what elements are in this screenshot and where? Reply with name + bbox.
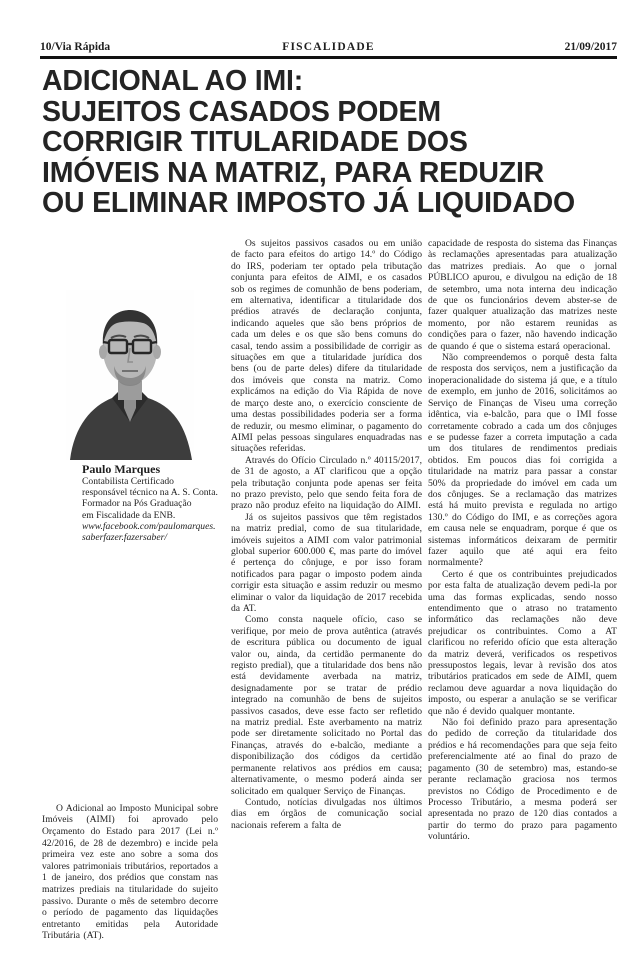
header-section-title: FISCALIDADE: [282, 41, 375, 53]
title-line-4: IMÓVEIS NA MATRIZ, PARA REDUZIR: [42, 156, 545, 189]
author-link-line-1: www.facebook.com/paulomarques.: [82, 520, 216, 532]
article-paragraph: Através do Ofício Circulado n.º 40115/2017, de 31 de agosto, a AT clarificou que a opção pela tributação conjunta pode apenas ser feita no prazo previsto, pelo que sendo feita fora de prazo não produz efeito na liquidação do AIMI.: [231, 454, 422, 512]
article-paragraph: Os sujeitos passivos casados ou em união de facto para efeitos do artigo 14.º do Código do IRS, poderiam ter optado pela tributação conjunta para efeitos de AIMI, e os casados sob os regimes de comunhão de bens poderiam, em alternativa, identificar a titularidade dos prédios através de declaração conjunta, indicando aqueles que são bens próprios de cada um deles e os que são bens comuns do casal, tendo assim a possibilidade de corrigir as situações em que a titularidade jurídica dos bens (ou de parte deles) difere da titularidade dos imóveis que consta na matriz. Como explicámos na edição do Via Rápida de nove de março deste ano, o exercício consciente de uma destas possibilidades poderia ser a forma de reduzir, ou mesmo eliminar, o pagamento do AIMI pelas pessoas singulares enquadradas nas situações referidas.: [231, 238, 422, 455]
article-paragraph: Como consta naquele ofício, caso se verifique, por meio de prova autêntica (através de escritura pública ou documento de igual valor ou, ainda, da certidão permanente do registo predial), que a titularidade dos bens não está devidamente averbada na matriz, designadamente por se tratar de prédio integrado na comunhão de bens de sujeitos passivos casados, deve esse facto ser refletido na matriz predial. Este averbamento na matriz pode ser diretamente solicitado no Portal das Finanças, através do e-balcão, mediante a disponibilização dos códigos da certidão permanente relativos aos prédios em causa; alternativamente, o mesmo poderá ainda ser solicitado em qualquer Serviço de Finanças.: [231, 614, 422, 797]
article-paragraph: Certo é que os contribuintes prejudicados por esta falta de atualização devem pedi-la por uma das formas explicadas, sendo nosso entendimento que o atraso no tratamento informático das reclamações não deve prejudicar os contribuintes. Como a AT clarificou no referido ofício que esta alteração da matriz deverá, verificados os respetivos pressupostos legais, levar à revisão dos atos tributários praticados em sede de AIMI, quem reclamou deve aguardar a nova liquidação do imposto, ou esperar a anulação se se verificar que não é devido qualquer montante.: [428, 568, 617, 717]
title-line-5: OU ELIMINAR IMPOSTO JÁ LIQUIDADO: [42, 187, 576, 220]
header-date: 21/09/2017: [564, 41, 617, 53]
header-rule: [40, 56, 617, 59]
author-photo: [66, 290, 194, 460]
article-paragraph: Não compreendemos o porquê desta falta de resposta dos serviços, nem a justificação da inoperacionalidade do sistema já que, e a título de exemplo, em junho de 2016, solicitámos ao Serviço de Finanças de Viseu uma correção idêntica, via e-balcão, para que o IMI fosse corretamente cobrado a cada um dos cônjuges e se pudesse fazer a correta imputação a cada um dos titulares de rendimentos prediais obtidos. Em poucos dias foi corrigida a titularidade na matriz para passar a constar 50% da propriedade do imóvel em cada um dos cônjuges. Se a reclamação das matrizes está há muito prevista e regulada no artigo 130.º do Código do IMI, e as correções agora em causa nele se enquadram, porque é que os sistemas informáticos deixaram de permitir fazer aquilo que até aqui era feito normalmente?: [428, 352, 617, 569]
author-bio-line-1: Contabilista Certificado: [82, 476, 174, 487]
intro-paragraph: O Adicional ao Imposto Municipal sobre Imóveis (AIMI) foi aprovado pelo Orçamento do Estado para 2017 (Lei n.º 42/2016, de 28 de dezembro) e incide pela primeira vez este ano sobre a soma dos valores patrimoniais tributários, reportados a 1 de janeiro, dos prédios que constam nas matrizes prediais na titularidade do sujeito passivo. Durante o mês de setembro decorre o período de pagamento das liquidações entretanto emitidas pela Autoridade Tributária (AT).: [42, 802, 218, 942]
page-header: [40, 41, 617, 55]
author-block: [82, 462, 218, 543]
author-name: Paulo Marques: [82, 462, 161, 476]
title-line-2: SUJEITOS CASADOS PODEM: [42, 95, 441, 128]
right-column: [428, 238, 617, 843]
article-paragraph: Contudo, notícias divulgadas nos últimos dias em órgãos de comunicação social nacionais referem a falta de: [231, 796, 422, 831]
portrait-photo-icon: [66, 290, 194, 460]
title-line-3: CORRIGIR TITULARIDADE DOS: [42, 126, 468, 159]
article-paragraph: capacidade de resposta do sistema das Finanças às reclamações apresentadas para atualização das matrizes prediais. Ao que o jornal PÚBLICO apurou, e divulgou na edição de 18 de setembro, uma nota interna deu indicação de que os funcionários devem abster-se de fazer qualquer atualização das matrizes neste momento, por não estarem reunidas as condições para o fazer, não havendo indicação de quando é que o sistema estará operacional.: [428, 238, 617, 352]
author-bio-line-4: em Fiscalidade da ENB.: [82, 509, 176, 521]
article-paragraph: Não foi definido prazo para apresentação do pedido de correção da titularidade dos prédios e há recomendações para que seja feito preferencialmente até ao final do prazo de pagamento (30 de setembro) mas, estando-se perante reclamação graciosa nos termos previstos no Código de Procedimento e de Processo Tributário, a mesma poderá ser apresentada no prazo de 120 dias contados a partir do termo do prazo para pagamento voluntário.: [428, 717, 617, 843]
article-title: [42, 66, 627, 219]
author-bio-line-3: Formador na Pós Graduação: [82, 498, 192, 510]
title-line-1: ADICIONAL AO IMI:: [42, 65, 304, 97]
left-column: [42, 240, 218, 942]
article-paragraph: Já os sujeitos passivos que têm registados na matriz predial, como de sua titularidade, imóveis sujeitos a AIMI com valor patrimonial global superior 600.000 €, mas parte do imóvel é pertença do cônjuge, e por isso foram notificados para pagar o imposto podem ainda corrigir esta situação e assim reduzir ou mesmo eliminar o valor da liquidação de 2017 recebida da AT.: [231, 511, 422, 614]
middle-column: [231, 238, 422, 831]
author-bio-line-2: responsável técnico na A. S. Conta.: [82, 487, 218, 499]
header-left-label: 10/Via Rápida: [40, 41, 111, 53]
author-link-line-2: saberfazer.fazersaber/: [82, 532, 168, 544]
